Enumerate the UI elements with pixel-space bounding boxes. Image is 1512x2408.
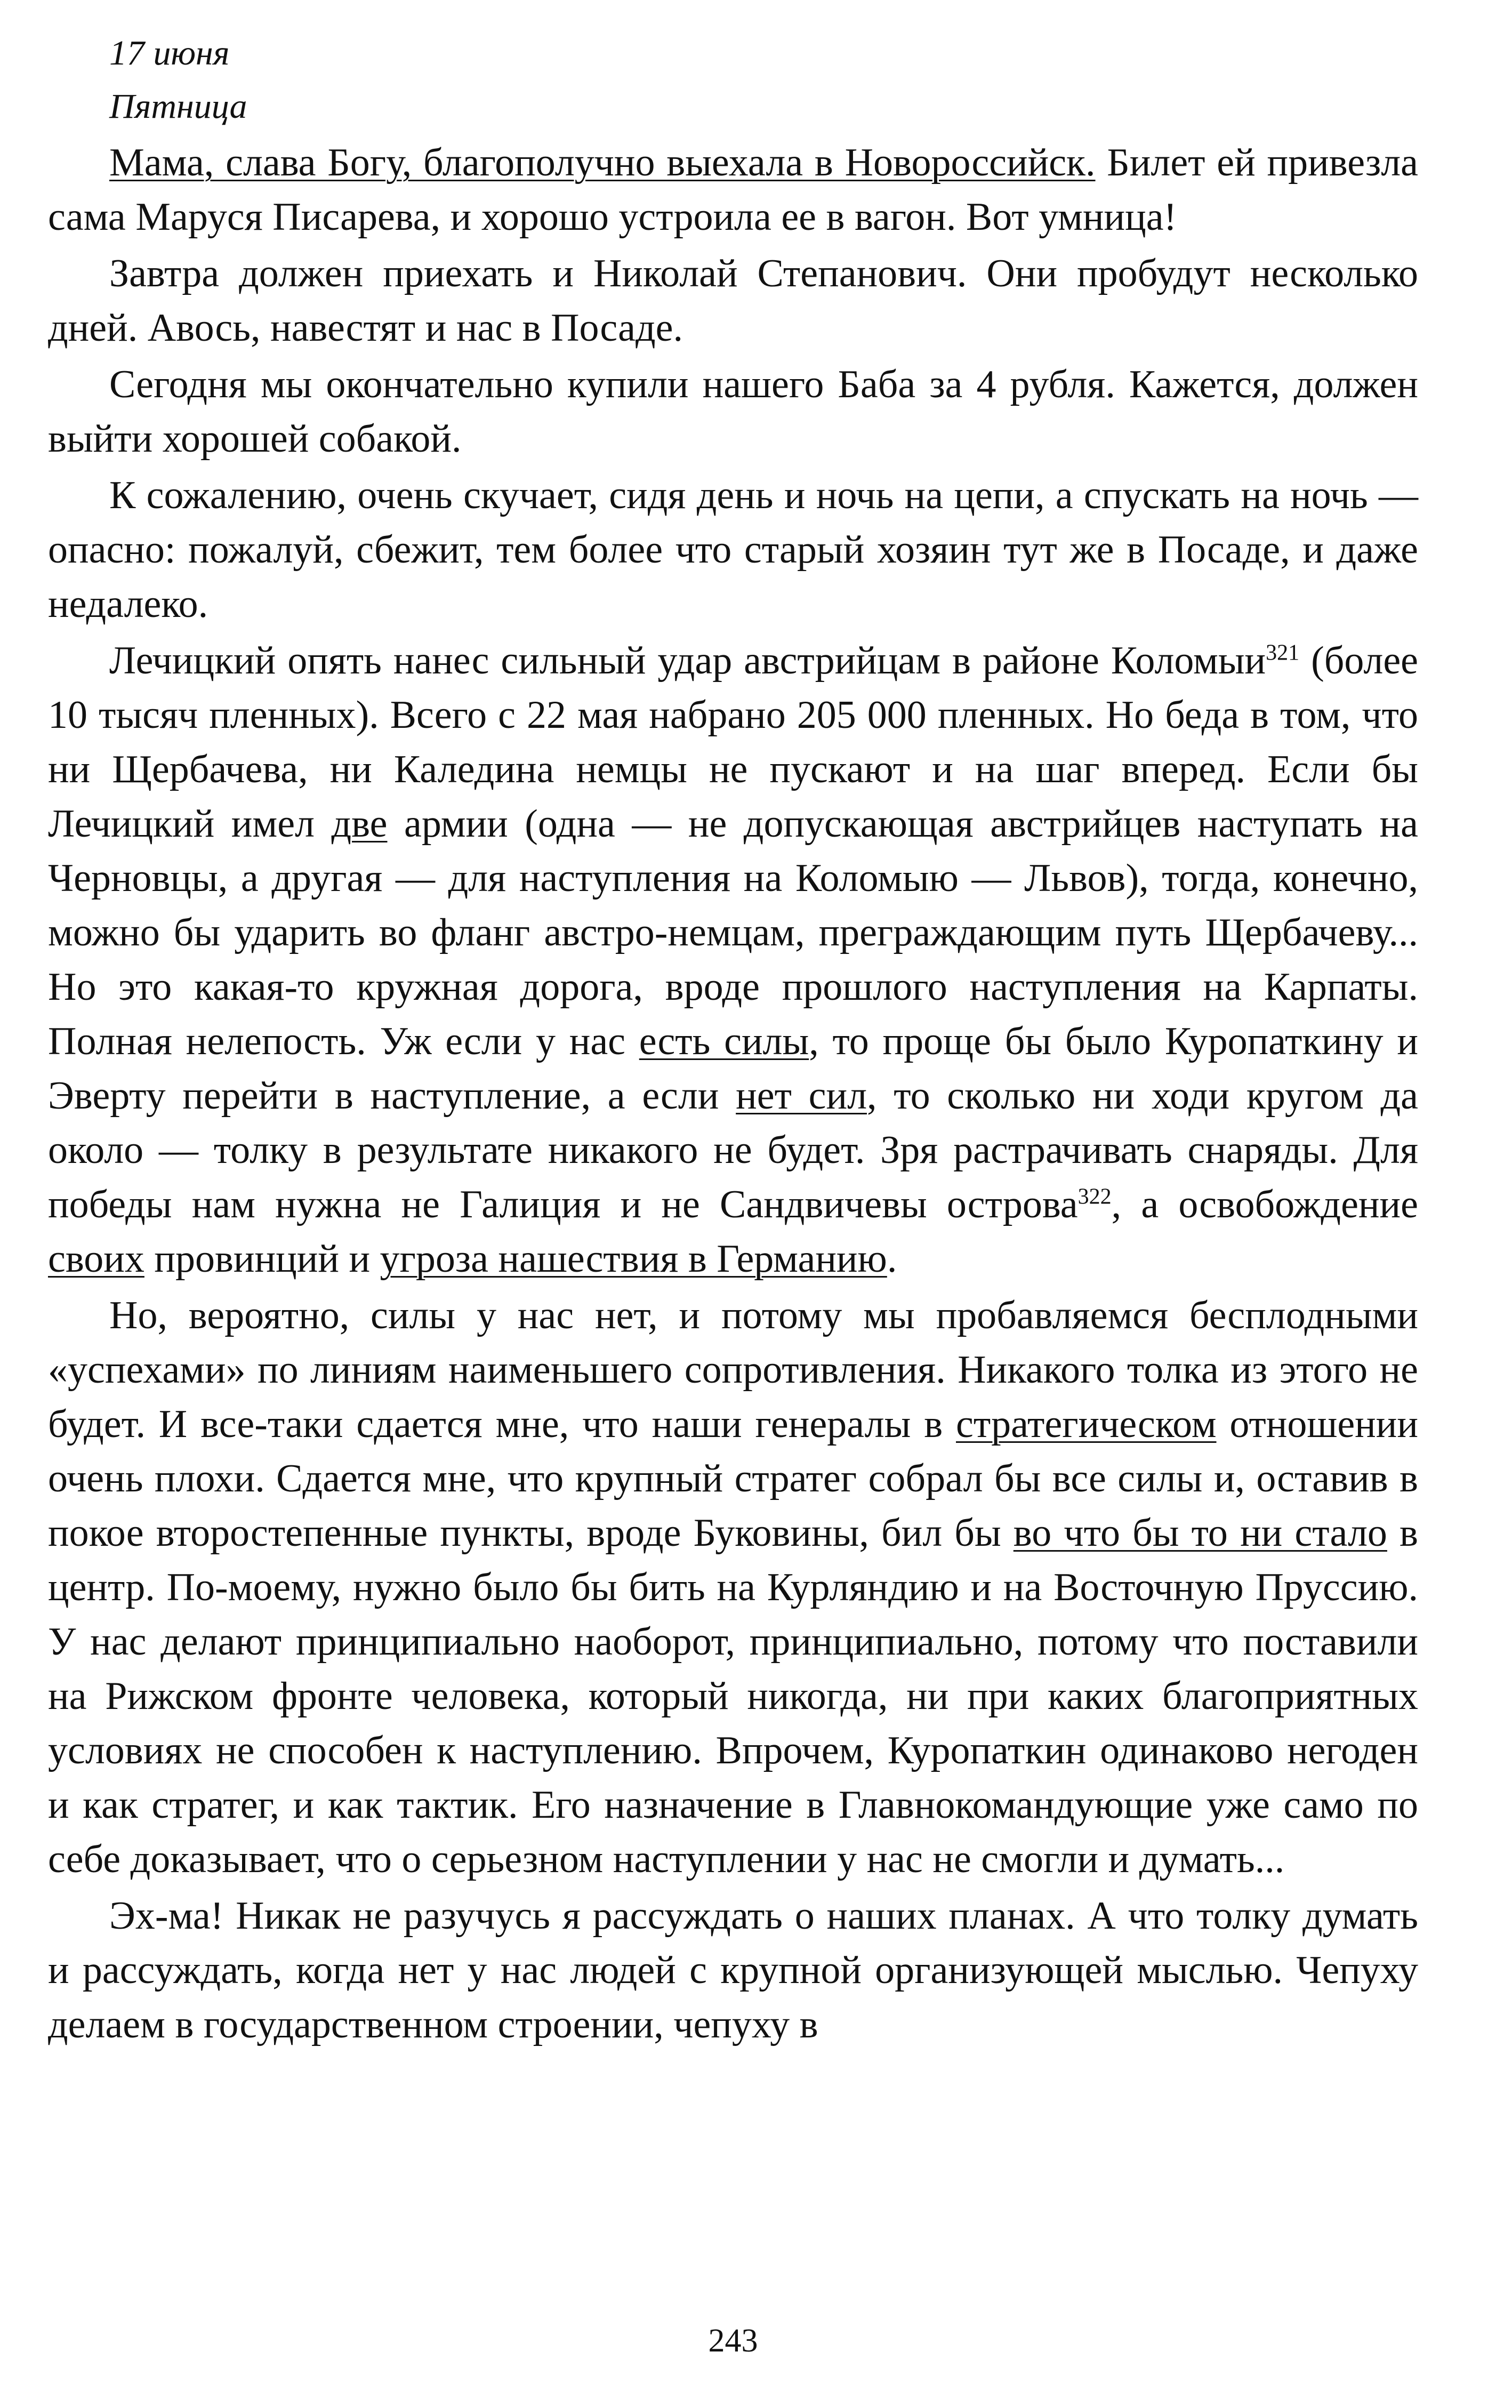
text-run: в центр. По-моему, нужно было бы бить на Курляндию и на Восточную Пруссию. У нас делают принципиально наоборот, принципиально, потому что поставили на Рижском фронте человека, который никогда, ни при каких благоприятных условиях не способен к наступлению. Впрочем, Куропаткин одинаково негоден и как стратег, и как тактик. Его назначение в Главнокомандующие уже само по себе доказывает, что о серьезном наступлении у нас не смогли и думать... bbox=[48, 1511, 1418, 1881]
paragraph bbox=[48, 633, 1418, 1286]
text-run: провинций и bbox=[144, 1237, 380, 1281]
entry-date: 17 июня bbox=[109, 34, 230, 73]
paragraph bbox=[48, 1889, 1418, 2052]
text-run: . bbox=[887, 1237, 897, 1281]
text-run: Но, вероятно, силы у нас нет, и потому мы пробавляемся бесплодными «успехами» по линиям наименьшего сопротивления. Никакого толка из этого не будет. И все-таки сдается мне, что наши генералы в bbox=[48, 1294, 1418, 1446]
underlined-phrase: Мама, слава Богу, благополучно выехала в Новороссийск. bbox=[109, 141, 1096, 184]
footnote-reference: 321 bbox=[1266, 640, 1300, 665]
text-run: Лечицкий опять нанес сильный удар австрийцам в районе Коломыи bbox=[109, 639, 1266, 683]
page-number: 243 bbox=[708, 2323, 758, 2359]
entry-weekday: Пятница bbox=[109, 87, 247, 126]
text-run: Билет ей привезла сама Маруся Писарева, и хорошо устроила ее в вагон. Вот умница! bbox=[48, 141, 1418, 239]
diary-entry-header bbox=[109, 27, 1418, 133]
underlined-phrase: стратегическом bbox=[956, 1402, 1217, 1446]
text-run: Эх-ма! Никак не разучусь я рассуждать о наших планах. А что толку думать и рассуждать, когда нет у нас людей с крупной организующей мыслью. Чепуху делаем в государственном строении, чепуху в bbox=[48, 1894, 1418, 2046]
paragraph bbox=[48, 135, 1418, 244]
diary-entry-body bbox=[48, 135, 1418, 2052]
underlined-phrase: две bbox=[331, 802, 388, 846]
underlined-phrase: угроза нашествия в Германию bbox=[380, 1237, 887, 1281]
text-run: армии (одна — не допускающая австрийцев наступать на Черновцы, а другая — для наступления на Коломыю — Львов), тогда, конечно, можно бы ударить во фланг австро-немцам, преграждающим путь Щербачеву... Но это какая-то кружная дорога, вроде прошлого наступления на Карпаты. Полная нелепость. Уж если у нас bbox=[48, 802, 1418, 1063]
underlined-phrase: нет сил bbox=[736, 1074, 867, 1118]
text-run: Сегодня мы окончательно купили нашего Баба за 4 рубля. Кажется, должен выйти хорошей собакой. bbox=[48, 363, 1418, 461]
paragraph bbox=[48, 246, 1418, 355]
text-run: , то проще бы было Куропаткину и Эверту перейти в наступление, а если bbox=[48, 1020, 1418, 1118]
book-page bbox=[48, 27, 1418, 2383]
paragraph bbox=[48, 357, 1418, 466]
text-run: К сожалению, очень скучает, сидя день и ночь на цепи, а спускать на ночь — опасно: пожалуй, сбежит, тем более что старый хозяин тут же в Посаде, и даже недалеко. bbox=[48, 473, 1418, 626]
underlined-phrase: своих bbox=[48, 1237, 144, 1281]
text-run: , а освобождение bbox=[1111, 1183, 1418, 1226]
text-run: Завтра должен приехать и Николай Степанович. Они пробудут несколько дней. Авось, навестят и нас в Посаде. bbox=[48, 252, 1418, 350]
underlined-phrase: во что бы то ни стало bbox=[1013, 1511, 1387, 1555]
text-run: отношении очень плохи. Сдается мне, что крупный стратег собрал бы все силы и, оставив в покое второстепенные пункты, вроде Буковины, бил бы bbox=[48, 1402, 1418, 1555]
footnote-reference: 322 bbox=[1077, 1184, 1112, 1209]
underlined-phrase: есть силы bbox=[639, 1020, 809, 1063]
paragraph bbox=[48, 468, 1418, 631]
text-run: , то сколько ни ходи кругом да около — толку в результате никакого не будет. Зря растрачивать снаряды. Для победы нам нужна не Галиция и не Сандвичевы острова bbox=[48, 1074, 1418, 1226]
text-run: (более 10 тысяч пленных). Всего с 22 мая набрано 205 000 пленных. Но беда в том, что ни Щербачева, ни Каледина немцы не пускают и на шаг вперед. Если бы Лечицкий имел bbox=[48, 639, 1419, 846]
paragraph bbox=[48, 1288, 1418, 1887]
